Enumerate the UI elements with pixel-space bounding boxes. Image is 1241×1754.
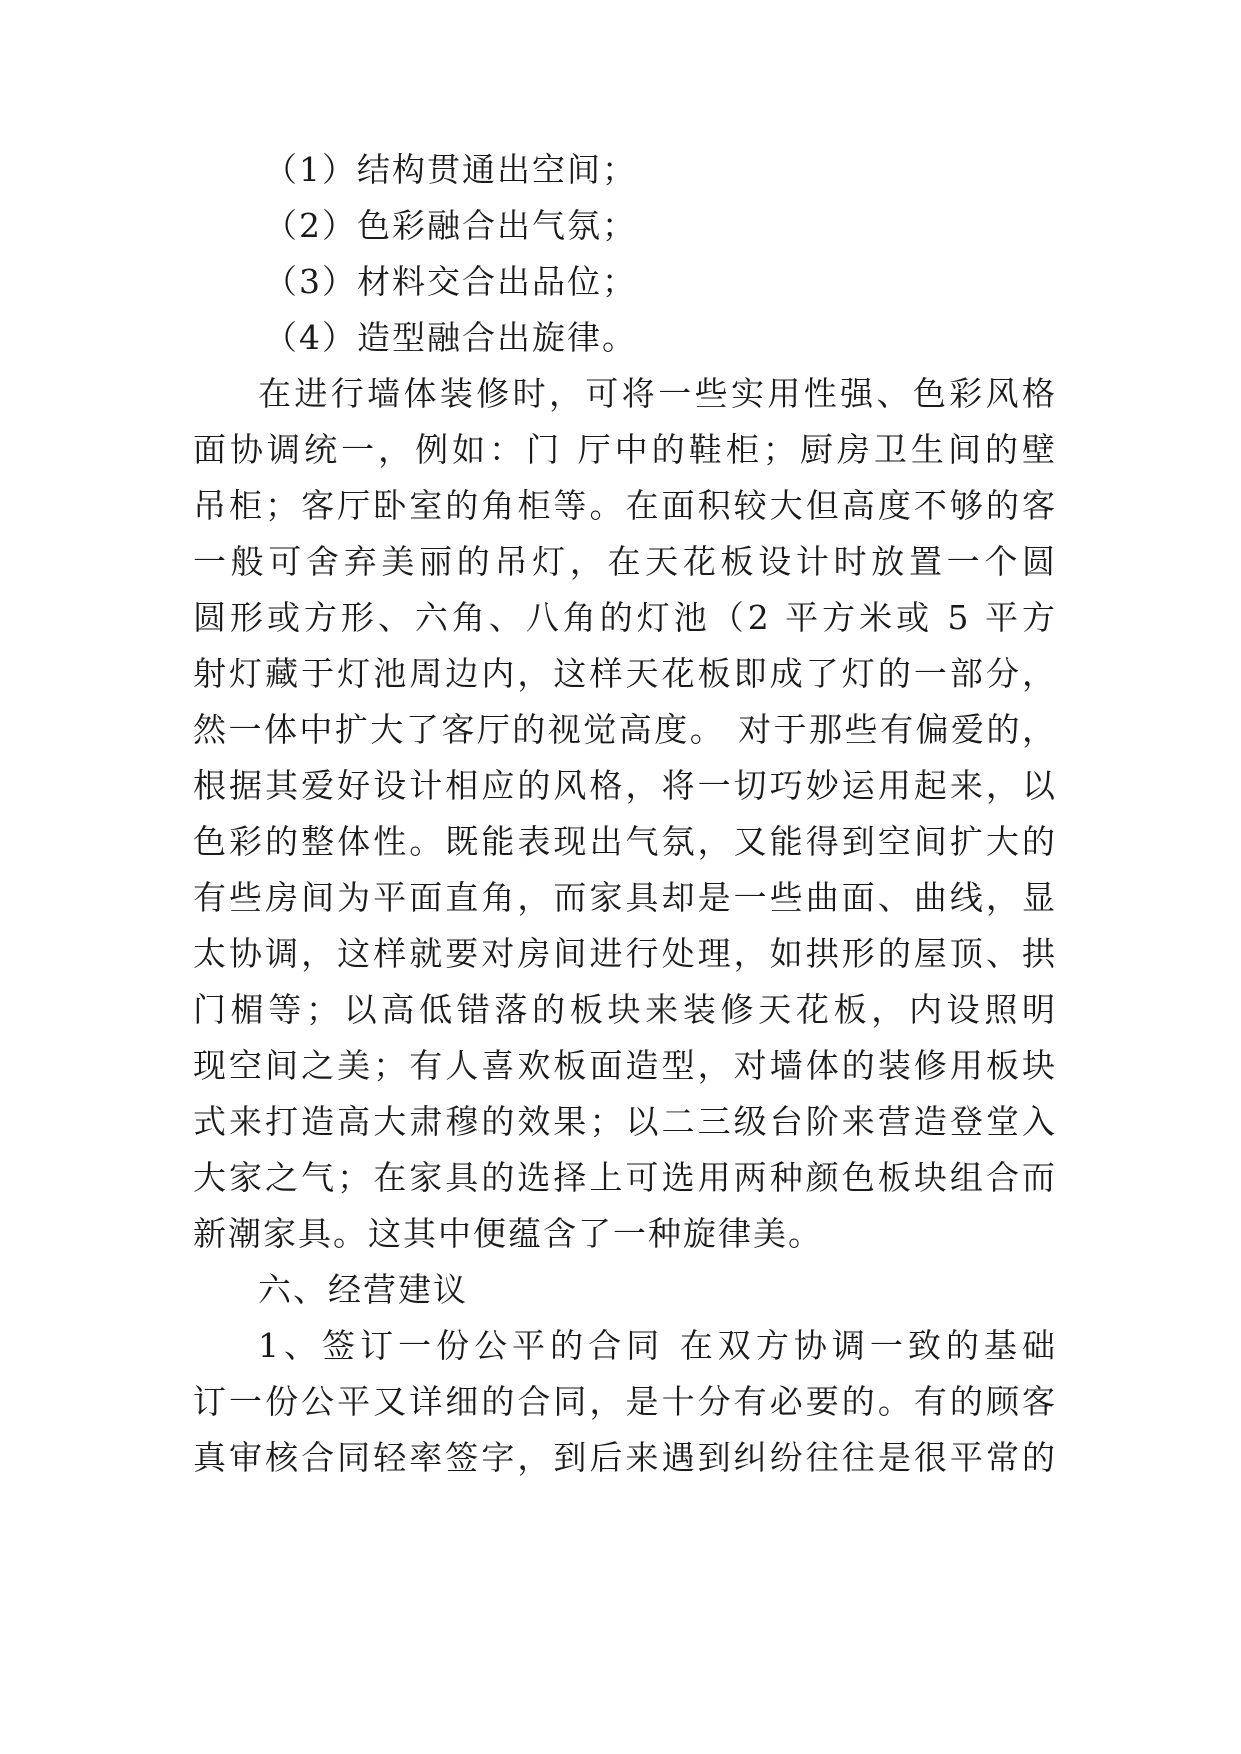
paragraph-line: 射灯藏于灯池周边内，这样天花板即成了灯的一部分， xyxy=(193,654,1057,693)
paragraph-line: 然一体中扩大了客厅的视觉高度。 对于那些有偏爱的， xyxy=(193,710,1057,749)
paragraph-line: 根据其爱好设计相应的风格，将一切巧妙运用起来，以 xyxy=(193,766,1057,805)
paragraph-line: 大家之气；在家具的选择上可选用两种颜色板块组合而 xyxy=(193,1158,1057,1197)
paragraph-line: 吊柜；客厅卧室的角柜等。在面积较大但高度不够的客 xyxy=(193,486,1057,525)
paragraph-line: 在进行墙体装修时，可将一些实用性强、色彩风格 xyxy=(258,374,1057,413)
list-item: （4）造型融合出旋律。 xyxy=(264,318,637,357)
section-heading: 六、经营建议 xyxy=(258,1270,468,1309)
paragraph-line: 真审核合同轻率签字，到后来遇到纠纷往往是很平常的 xyxy=(193,1438,1057,1477)
paragraph-line: 圆形或方形、六角、八角的灯池（2 平方米或 5 平方 xyxy=(193,598,1057,637)
paragraph-line: 1、签订一份公平的合同 在双方协调一致的基础 xyxy=(258,1326,1057,1365)
list-item: （3）材料交合出品位； xyxy=(264,262,637,301)
paragraph-line: 新潮家具。这其中便蕴含了一种旋律美。 xyxy=(193,1214,823,1253)
list-item: （2）色彩融合出气氛； xyxy=(264,206,637,245)
paragraph-line: 有些房间为平面直角，而家具却是一些曲面、曲线，显 xyxy=(193,878,1057,917)
paragraph-line: 一般可舍弃美丽的吊灯，在天花板设计时放置一个圆 xyxy=(193,542,1057,581)
paragraph-line: 现空间之美；有人喜欢板面造型，对墙体的装修用板块 xyxy=(193,1046,1057,1085)
paragraph-line: 门楣等；以高低错落的板块来装修天花板，内设照明 xyxy=(193,990,1057,1029)
paragraph-line: 订一份公平又详细的合同，是十分有必要的。有的顾客 xyxy=(193,1382,1057,1421)
paragraph-line: 面协调统一，例如：门 厅中的鞋柜；厨房卫生间的壁 xyxy=(193,430,1057,469)
paragraph-line: 太协调，这样就要对房间进行处理，如拱形的屋顶、拱 xyxy=(193,934,1057,973)
paragraph-line: 色彩的整体性。既能表现出气氛，又能得到空间扩大的 xyxy=(193,822,1057,861)
list-item: （1）结构贯通出空间； xyxy=(264,150,637,189)
paragraph-line: 式来打造高大肃穆的效果；以二三级台阶来营造登堂入 xyxy=(193,1102,1057,1141)
